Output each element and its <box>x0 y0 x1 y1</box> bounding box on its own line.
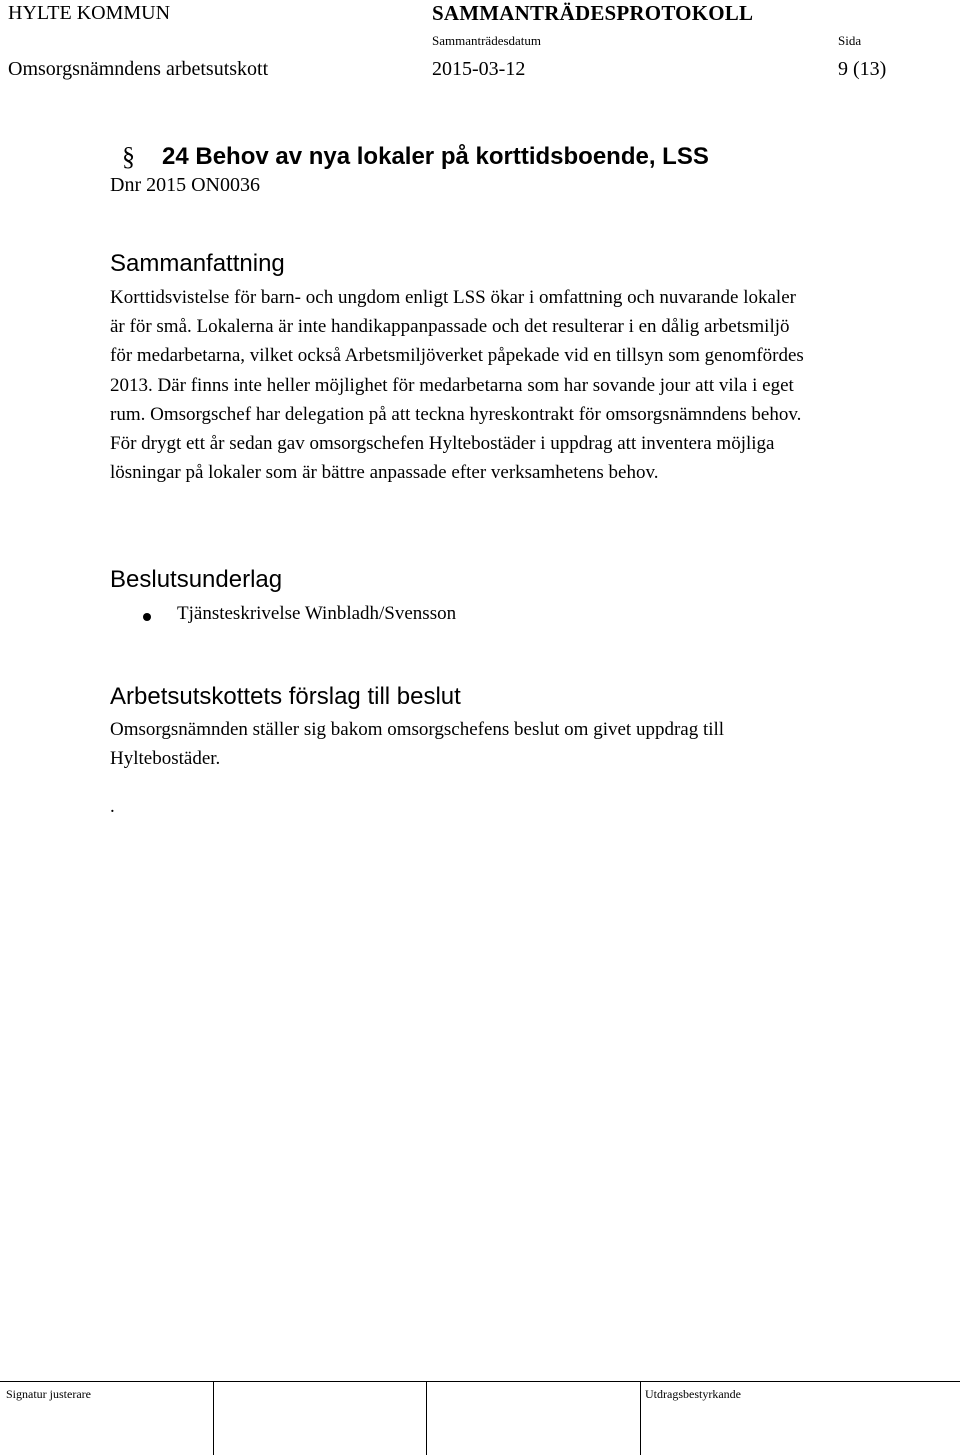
summary-line: 2013. Där finns inte heller möjlighet för medarbetarna som har sovande jour att vila i eget <box>110 374 794 396</box>
basis-item: Tjänsteskrivelse Winbladh/Svensson <box>177 603 457 624</box>
organization-name: HYLTE KOMMUN <box>8 2 171 24</box>
proposal-text <box>110 715 920 773</box>
section-title: 24 Behov av nya lokaler på korttidsboende, LSS <box>162 143 709 170</box>
proposal-line: Omsorgsnämnden ställer sig bakom omsorgschefens beslut om givet uppdrag till <box>110 719 725 740</box>
meeting-date: 2015-03-12 <box>432 58 526 80</box>
excerpt-label: Utdragsbestyrkande <box>645 1387 741 1401</box>
signature-box-divider <box>640 1382 641 1455</box>
summary-heading: Sammanfattning <box>110 250 285 277</box>
page-number: 9 (13) <box>838 58 887 80</box>
summary-line: rum. Omsorgschef har delegation på att teckna hyreskontrakt för omsorgsnämndens behov. <box>110 403 802 425</box>
date-label: Sammanträdesdatum <box>432 33 542 48</box>
summary-line: Korttidsvistelse för barn- och ungdom enligt LSS ökar i omfattning och nuvarande lokaler <box>110 287 796 308</box>
summary-line: för medarbetarna, vilket också Arbetsmiljöverket påpekade vid en tillsyn som genomfördes <box>110 345 804 367</box>
basis-heading: Beslutsunderlag <box>110 566 283 593</box>
paragraph-sign: § <box>122 142 135 171</box>
summary-line: För drygt ett år sedan gav omsorgschefen Hyltebostäder i uppdrag att inventera möjliga <box>110 433 775 455</box>
trailing-period: . <box>110 796 115 817</box>
signature-box-divider <box>426 1382 427 1455</box>
summary-line: är för små. Lokalerna är inte handikappanpassade och det resulterar i en dålig arbetsmiljö <box>110 316 790 338</box>
signature-footer <box>0 1381 960 1455</box>
proposal-line: Hyltebostäder. <box>110 748 221 770</box>
summary-line: lösningar på lokaler som är bättre anpassade efter verksamhetens behov. <box>110 462 659 484</box>
page-label: Sida <box>838 33 862 48</box>
proposal-heading: Arbetsutskottets förslag till beslut <box>110 683 461 710</box>
signature-label: Signatur justerare <box>6 1387 91 1401</box>
committee-name: Omsorgsnämndens arbetsutskott <box>8 58 269 80</box>
summary-text <box>110 283 920 487</box>
registration-number: Dnr 2015 ON0036 <box>110 174 260 196</box>
bullet-icon <box>143 613 151 621</box>
signature-box-divider <box>213 1382 214 1455</box>
document-type: SAMMANTRÄDESPROTOKOLL <box>432 1 754 25</box>
